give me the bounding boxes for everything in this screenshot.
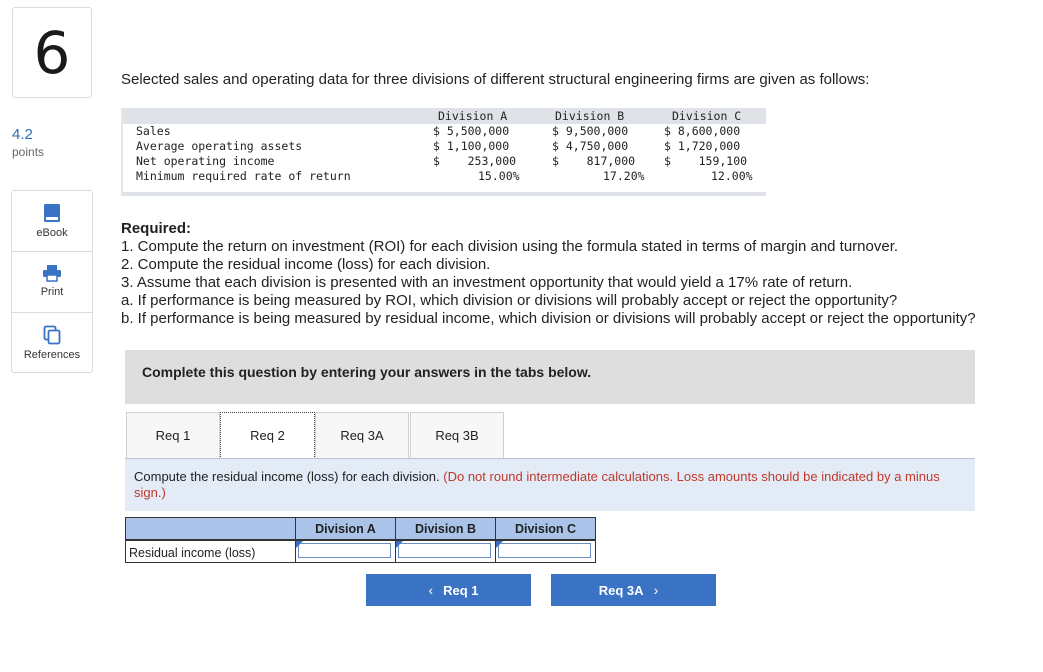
value-assets-a: $ 1,100,000 [433,139,510,153]
book-icon [43,203,61,223]
printer-icon [42,264,62,282]
required-item: 2. Compute the residual income (loss) for each division. [121,256,491,273]
value-rate-a: 15.00% [478,169,520,183]
references-label: References [23,349,81,361]
references-button[interactable] [12,313,92,373]
instruction-text: Compute the residual income (loss) for each division. [134,469,440,484]
required-section [121,220,976,328]
tools-panel [11,190,93,373]
print-label: Print [40,286,64,298]
chevron-right-icon: › [653,582,659,598]
points-label: points [12,145,45,159]
grid-header-division-a: Division A [295,517,396,540]
residual-income-row-label: Residual income (loss) [125,540,296,563]
instruction-note: (Do not round intermediate calculations. Loss amounts should be indicated by a minus sign.) [134,469,940,500]
grid-header-division-b: Division B [395,517,496,540]
value-sales-c: $ 8,600,000 [664,124,741,138]
input-flag-icon [496,541,503,548]
residual-income-a-input[interactable] [298,543,391,558]
row-label-min-rate: Minimum required rate of return [136,169,351,183]
row-label-assets: Average operating assets [136,139,303,153]
value-assets-b: $ 4,750,000 [552,139,629,153]
chevron-left-icon: ‹ [428,582,434,598]
value-noi-c: $ 159,100 [664,154,748,168]
header-division-b: Division B [555,109,625,123]
required-item: 3. Assume that each division is presented with an investment opportunity that would yield a 17% rate of return. [121,274,853,291]
points-value: 4.2 [12,126,33,143]
instruction-banner [125,350,975,404]
print-button[interactable] [12,252,92,312]
value-assets-c: $ 1,720,000 [664,139,741,153]
row-label-noi: Net operating income [136,154,275,168]
tab-req-2[interactable]: Req 2 [220,412,315,459]
row-label-sales: Sales [136,124,171,138]
question-number: 6 [33,18,71,87]
prev-req-label: Req 1 [443,582,479,598]
question-number-box [12,7,92,98]
header-division-a: Division A [438,109,508,123]
tab-instructions [125,459,975,511]
copy-icon [43,325,61,345]
residual-income-c-input[interactable] [498,543,591,558]
next-req-label: Req 3A [598,582,644,598]
value-sales-a: $ 5,500,000 [433,124,510,138]
input-flag-icon [396,541,403,548]
residual-income-c-cell [495,540,596,563]
grid-header-blank [125,517,296,540]
tab-req-3a[interactable]: Req 3A [315,412,409,459]
value-sales-b: $ 9,500,000 [552,124,629,138]
value-rate-b: 17.20% [603,169,645,183]
required-item: a. If performance is being measured by ROI, which division or divisions will probably accept or reject the opportunity? [121,292,898,309]
residual-income-b-input[interactable] [398,543,491,558]
value-rate-c: 12.00% [711,169,753,183]
ebook-label: eBook [36,227,68,239]
value-noi-b: $ 817,000 [552,154,636,168]
ebook-button[interactable] [12,191,92,251]
residual-income-b-cell [395,540,496,563]
input-flag-icon [296,541,303,548]
division-data-table [121,108,766,196]
required-item: 1. Compute the return on investment (ROI) for each division using the formula stated in terms of margin and turnover. [121,238,899,255]
header-division-c: Division C [672,109,742,123]
tab-req-3b[interactable]: Req 3B [410,412,504,459]
intro-text: Selected sales and operating data for three divisions of different structural engineering firms are given as follows: [121,71,870,88]
banner-text: Complete this question by entering your answers in the tabs below. [142,364,592,380]
table-bottom-bar [121,192,766,196]
table-left-border [121,108,123,196]
residual-income-a-cell [295,540,396,563]
prev-req-button[interactable] [366,574,531,606]
required-item: b. If performance is being measured by residual income, which division or divisions will probably accept or reject the opportunity? [121,310,976,327]
grid-header-division-c: Division C [495,517,596,540]
value-noi-a: $ 253,000 [433,154,517,168]
tab-req-1[interactable]: Req 1 [126,412,220,459]
required-title: Required: [121,220,192,237]
next-req-button[interactable] [551,574,716,606]
